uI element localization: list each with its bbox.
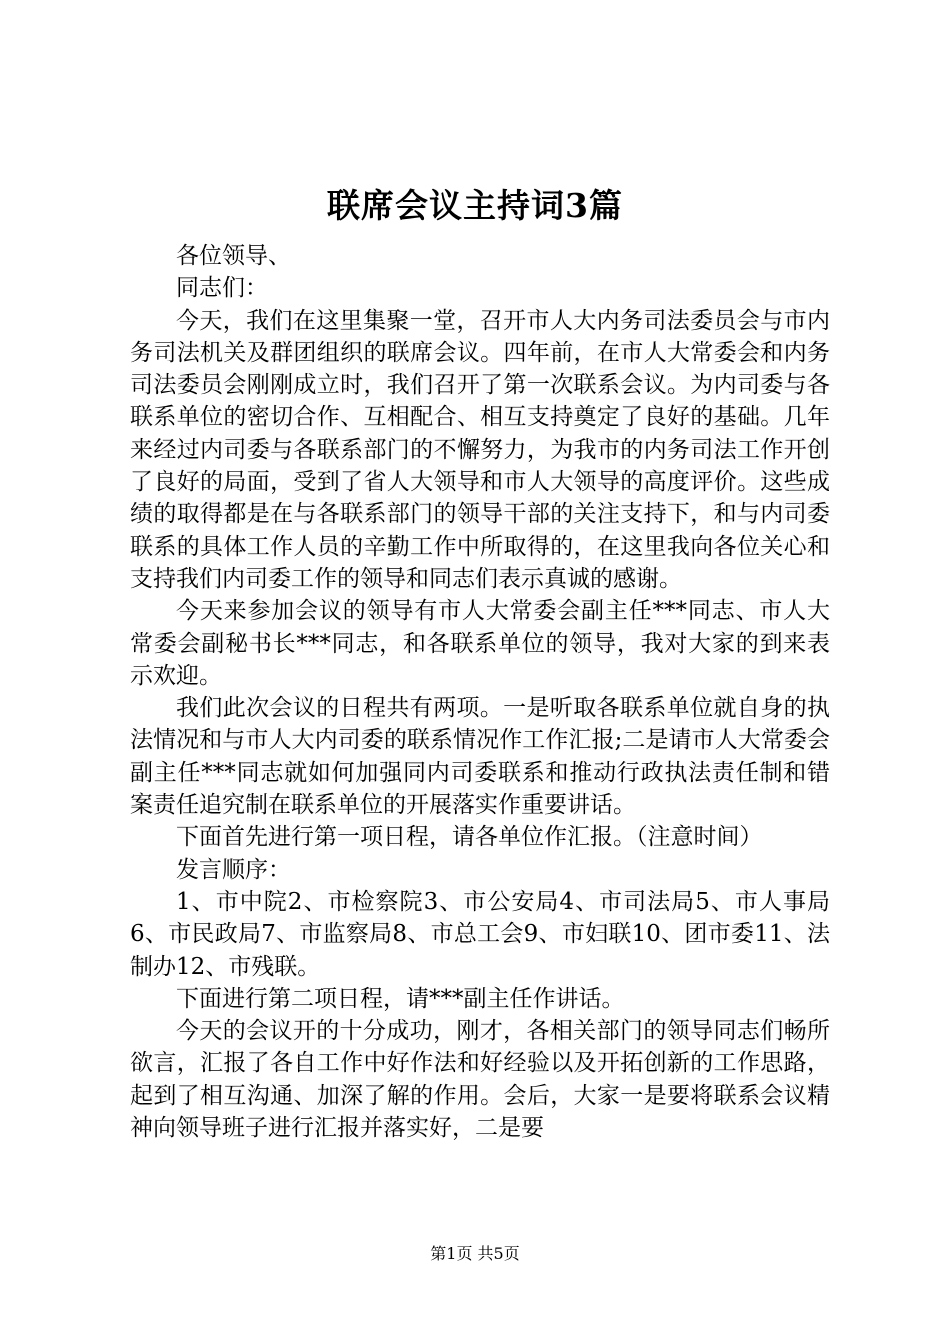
paragraph-agenda: 我们此次会议的日程共有两项。一是听取各联系单位就自身的执法情况和与市人大内司委的联系情况作工作汇报;二是请市人大常委会副主任***同志就如何加强同内司委联系和推动行政执法责任制和错案责任追究制在联系单位的开展落实作重要讲话。 bbox=[130, 695, 830, 819]
paragraph-opening: 今天，我们在这里集聚一堂，召开市人大内务司法委员会与市内务司法机关及群团组织的联席会议。四年前，在市人大常委会和内务司法委员会刚刚成立时，我们召开了第一次联系会议。为内司委与各联系单位的密切合作、互相配合、相互支持奠定了良好的基础。几年来经过内司委与各联系部门的不懈努力，为我市的内务司法工作开创了良好的局面，受到了省人大领导和市人大领导的高度评价。这些成绩的取得都是在与各联系部门的领导干部的关注支持下，和与内司委联系的具体工作人员的辛勤工作中所取得的，在这里我向各位关心和支持我们内司委工作的领导和同志们表示真诚的感谢。 bbox=[130, 307, 830, 592]
paragraph-speaking-order: 1、市中院2、市检察院3、市公安局4、市司法局5、市人事局6、市民政局7、市监察局8、市总工会9、市妇联10、团市委11、法制办12、市残联。 bbox=[130, 888, 830, 980]
paragraph-second-item: 下面进行第二项日程，请***副主任作讲话。 bbox=[176, 985, 625, 1012]
document-title: 联席会议主持词3篇 bbox=[327, 186, 623, 225]
page-number-footer: 第1页 共5页 bbox=[430, 1244, 520, 1263]
paragraph-salutation-2: 同志们： bbox=[176, 275, 268, 302]
paragraph-speaking-order-heading: 发言顺序： bbox=[176, 856, 291, 883]
document-body bbox=[130, 240, 830, 1144]
paragraph-salutation-1: 各位领导、 bbox=[176, 243, 291, 269]
paragraph-first-item: 下面首先进行第一项日程，请各单位作汇报。（注意时间） bbox=[176, 824, 763, 851]
paragraph-closing: 今天的会议开的十分成功，刚才，各相关部门的领导同志们畅所欲言，汇报了各自工作中好作法和好经验以及开拓创新的工作思路，起到了相互沟通、加深了解的作用。会后，大家一是要将联系会议精神向领导班子进行汇报并落实好，二是要 bbox=[130, 1018, 830, 1142]
paragraph-attendees: 今天来参加会议的领导有市人大常委会副主任***同志、市人大常委会副秘书长***同志，和各联系单位的领导，我对大家的到来表示欢迎。 bbox=[130, 598, 830, 689]
